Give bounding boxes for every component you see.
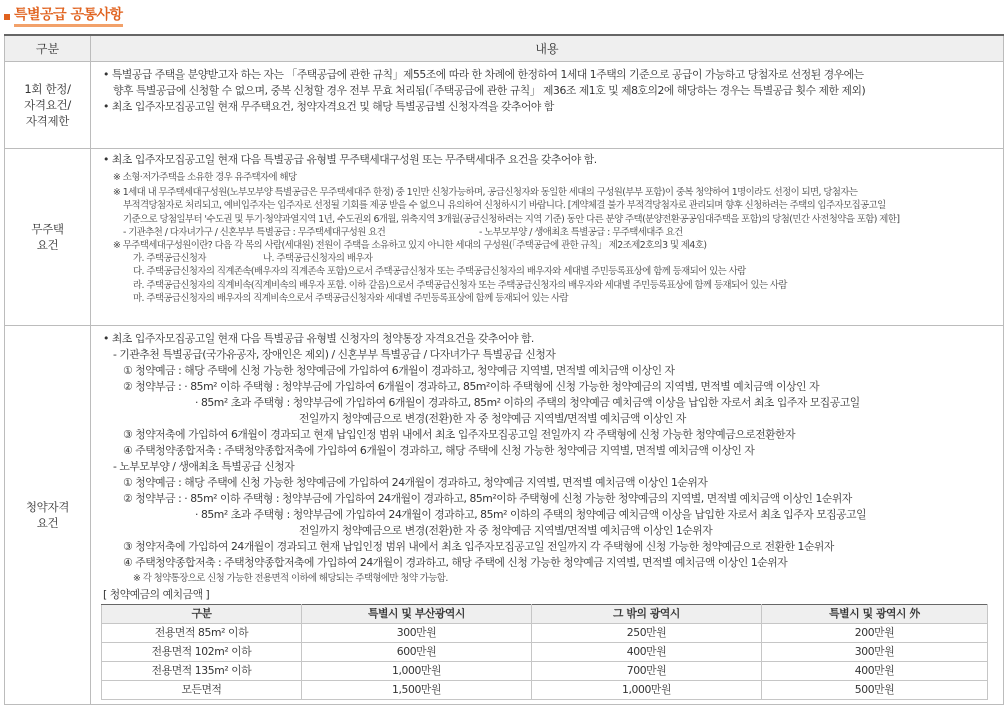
deposit-cell: 모든면적 bbox=[102, 681, 302, 700]
table-row bbox=[102, 662, 988, 681]
sub-g1-item-1: ① 청약예금 : 해당 주택에 신청 가능한 청약예금에 가입하여 6개월이 경과하고, 청약예금 지역별, 면적별 예치금액 이상인 자 bbox=[123, 364, 675, 377]
table-header-row bbox=[5, 35, 1004, 62]
homeless-note-2b: 부적격당첨자로 처리되고, 예비입주자는 입주자로 선정될 기회를 제공 받을 수 없으니 유의하여 신청하시기 바랍니다. [계약체결 불가 부적격당첨자로 관리되며 향후 신청하려는 주택의 입주자모집공고일 bbox=[123, 200, 886, 212]
deposit-cell: 600만원 bbox=[302, 643, 532, 662]
sub-g2-item-2b-2: 전일까지 청약예금으로 변경(전환)한 자 중 청약예금 지역별/면적별 예치금액 이상인 1순위자 bbox=[299, 524, 713, 537]
sub-g2-item-1: ① 청약예금 : 해당 주택에 신청 가능한 청약예금에 가입하여 24개월이 경과하고, 청약예금 지역별, 면적별 예치금액 이상인 1순위자 bbox=[123, 476, 708, 489]
deposit-header-category: 구분 bbox=[102, 605, 302, 624]
deposit-cell: 전용면적 102m² 이하 bbox=[102, 643, 302, 662]
limit-line-3: • 최초 입주자모집공고일 현재 무주택요건, 청약자격요건 및 해당 특별공급별 신청자격을 갖추어야 함 bbox=[103, 100, 554, 113]
sub-main: • 최초 입주자모집공고일 현재 다음 특별공급 유형별 신청자의 청약통장 자격요건을 갖추어야 함. bbox=[103, 332, 534, 345]
deposit-caption: [ 청약예금의 예치금액 ] bbox=[103, 588, 210, 602]
row-label-homeless: 무주택 요건 bbox=[5, 149, 91, 326]
sub-g1-item-2b-1: · 85m² 초과 주택형 : 청약부금에 가입하여 6개월이 경과하고, 85m² 이하의 주택의 청약예금 예치금액 이상을 납입한 자로서 최초 입주자 모집공고일 bbox=[195, 396, 860, 409]
sub-g1-item-2a: ② 청약부금 : · 85m² 이하 주택형 : 청약부금에 가입하여 6개월이 경과하고, 85m²이하 주택형에 신청 가능한 청약예금의 지역별, 면적별 예치금액 이상인 자 bbox=[123, 380, 820, 393]
limit-line-2: 향후 특별공급에 신청할 수 없으며, 중복 신청할 경우 전부 무효 처리됨(「주택공급에 관한 규칙」 제36조 제1호 및 제8호의2에 해당하는 경우는 특별공급 횟수 제한 제외) bbox=[113, 84, 866, 97]
table-row-limit bbox=[5, 62, 1004, 149]
row-label-limit: 1회 한정/ 자격요건/ 자격제한 bbox=[5, 62, 91, 149]
homeless-note-3: ※ 무주택세대구성원이란? 다음 각 목의 사람(세대원) 전원이 주택을 소유하고 있지 아니한 세대의 구성원(「주택공급에 관한 규칙」 제2조제2호의3 및 제4호) bbox=[113, 240, 707, 252]
homeless-note-2a: ※ 1세대 내 무주택세대구성원(노부모부양 특별공급은 무주택세대주 한정) 중 1인만 신청가능하며, 공급신청자와 동일한 세대의 구성원(부부 포함)이 중복 청약하여 1명이라도 선정이 되면, 당첨자는 bbox=[113, 187, 858, 199]
table-row-subscription bbox=[5, 326, 1004, 705]
homeless-item-ga: 가. 주택공급신청자 bbox=[133, 253, 206, 265]
deposit-cell: 700만원 bbox=[532, 662, 762, 681]
table-row bbox=[102, 681, 988, 700]
sub-group2-title: - 노부모부양 / 생애최초 특별공급 신청자 bbox=[113, 460, 295, 473]
homeless-item-na: 나. 주택공급신청자의 배우자 bbox=[263, 253, 373, 265]
deposit-header-row bbox=[102, 605, 988, 624]
deposit-cell: 전용면적 85m² 이하 bbox=[102, 624, 302, 643]
homeless-item-ra: 라. 주택공급신청자의 직계비속(직계비속의 배우자 포함. 이하 같음)으로서 주택공급신청자 또는 주택공급신청자의 배우자와 세대별 주민등록표상에 함께 등재되어 있는 사람 bbox=[133, 279, 787, 291]
sub-g1-item-3: ③ 청약저축에 가입하여 6개월이 경과되고 현재 납입인정 범위 내에서 최초 입주자모집공고일 전일까지 각 주택형에 신청 가능한 청약예금으로전환한자 bbox=[123, 428, 796, 441]
deposit-cell: 300만원 bbox=[302, 624, 532, 643]
deposit-cell: 500만원 bbox=[762, 681, 988, 700]
deposit-header-seoul-busan: 특별시 및 부산광역시 bbox=[302, 605, 532, 624]
deposit-cell: 1,500만원 bbox=[302, 681, 532, 700]
sub-g2-item-2a: ② 청약부금 : · 85m² 이하 주택형 : 청약부금에 가입하여 24개월이 경과하고, 85m²이하 주택형에 신청 가능한 청약예금의 지역별, 면적별 예치금액 이상인 1순위자 bbox=[123, 492, 852, 505]
deposit-cell: 200만원 bbox=[762, 624, 988, 643]
deposit-cell: 1,000만원 bbox=[532, 681, 762, 700]
row-content-subscription bbox=[91, 326, 1004, 705]
homeless-type-b: - 노부모부양 / 생애최초 특별공급 : 무주택세대주 요건 bbox=[479, 226, 683, 238]
table-row bbox=[102, 643, 988, 662]
homeless-main: • 최초 입주자모집공고일 현재 다음 특별공급 유형별 무주택세대구성원 또는 무주택세대주 요건을 갖추어야 함. bbox=[103, 153, 597, 166]
row-content-homeless bbox=[91, 149, 1004, 326]
homeless-note-2c: 기준으로 당첨일부터 '수도권 및 투기·청약과열지역 1년, 수도권외 6개월, 위축지역 3개월(공급신청하려는 지역 기준) 동안 다른 분양 주택(분양전환공공임대주택을 포함)의 당첨(민간 사전청약을 포함) 제한] bbox=[123, 213, 900, 225]
row-label-subscription: 청약자격 요건 bbox=[5, 326, 91, 705]
title-bullet-icon bbox=[4, 14, 10, 20]
deposit-header-other-metro: 그 밖의 광역시 bbox=[532, 605, 762, 624]
homeless-item-ma: 마. 주택공급신청자의 배우자의 직계비속으로서 주택공급신청자와 세대별 주민등록표상에 함께 등재되어 있는 사람 bbox=[133, 292, 569, 304]
sub-g1-item-4: ④ 주택청약종합저축 : 주택청약종합저축에 가입하여 6개월이 경과하고, 해당 주택에 신청 가능한 청약예금 지역별, 면적별 예치금액 이상인 자 bbox=[123, 444, 755, 457]
deposit-cell: 250만원 bbox=[532, 624, 762, 643]
deposit-cell: 300만원 bbox=[762, 643, 988, 662]
header-content: 내용 bbox=[91, 35, 1004, 62]
deposit-cell: 400만원 bbox=[762, 662, 988, 681]
homeless-type-a: - 기관추천 / 다자녀가구 / 신혼부부 특별공급 : 무주택세대구성원 요건 bbox=[123, 226, 386, 238]
section-title-text: 특별공급 공통사항 bbox=[14, 6, 123, 27]
homeless-item-da: 다. 주택공급신청자의 직계존속(배우자의 직계존속 포함)으로서 주택공급신청자 또는 주택공급신청자의 배우자와 세대별 주민등록표상에 함께 등재되어 있는 사람 bbox=[133, 266, 746, 278]
section-title bbox=[4, 2, 123, 30]
limit-line-1: • 특별공급 주택을 분양받고자 하는 자는 「주택공급에 관한 규칙」제55조에 따라 한 차례에 한정하여 1세대 1주택의 기준으로 공급이 가능하고 당첨자로 선정된 경우에는 bbox=[103, 68, 864, 81]
deposit-cell: 400만원 bbox=[532, 643, 762, 662]
sub-g2-item-4: ④ 주택청약종합저축 : 주택청약종합저축에 가입하여 24개월이 경과하고, 해당 주택에 신청 가능한 청약예금 지역별, 면적별 예치금액 이상인 1순위자 bbox=[123, 556, 788, 569]
table-row bbox=[102, 624, 988, 643]
sub-g1-item-2b-2: 전일까지 청약예금으로 변경(전환)한 자 중 청약예금 지역별/면적별 예치금액 이상인 자 bbox=[299, 412, 686, 425]
homeless-note-1: ※ 소형·저가주택을 소유한 경우 유주택자에 해당 bbox=[113, 172, 297, 183]
deposit-table bbox=[101, 604, 988, 700]
deposit-cell: 전용면적 135m² 이하 bbox=[102, 662, 302, 681]
deposit-cell: 1,000만원 bbox=[302, 662, 532, 681]
sub-g2-item-2b-1: · 85m² 초과 주택형 : 청약부금에 가입하여 24개월이 경과하고, 85m² 이하의 주택의 청약예금 예치금액 이상을 납입한 자로서 최초 입주자 모집공고일 bbox=[195, 508, 867, 521]
sub-group1-title: - 기관추천 특별공급(국가유공자, 장애인은 제외) / 신혼부부 특별공급 / 다자녀가구 특별공급 신청자 bbox=[113, 348, 556, 361]
header-category: 구분 bbox=[5, 35, 91, 62]
sub-g2-item-3: ③ 청약저축에 가입하여 24개월이 경과되고 현재 납입인정 범위 내에서 최초 입주자모집공고일 전일까지 각 주택형에 신청 가능한 청약예금으로 전환한 1순위자 bbox=[123, 540, 834, 553]
table-row-homeless bbox=[5, 149, 1004, 326]
special-supply-table bbox=[4, 34, 1004, 705]
sub-note: ※ 각 청약통장으로 신청 가능한 전용면적 이하에 해당되는 주택형에만 청약 가능함. bbox=[133, 573, 448, 584]
row-content-limit bbox=[91, 62, 1004, 149]
deposit-header-outside: 특별시 및 광역시 外 bbox=[762, 605, 988, 624]
